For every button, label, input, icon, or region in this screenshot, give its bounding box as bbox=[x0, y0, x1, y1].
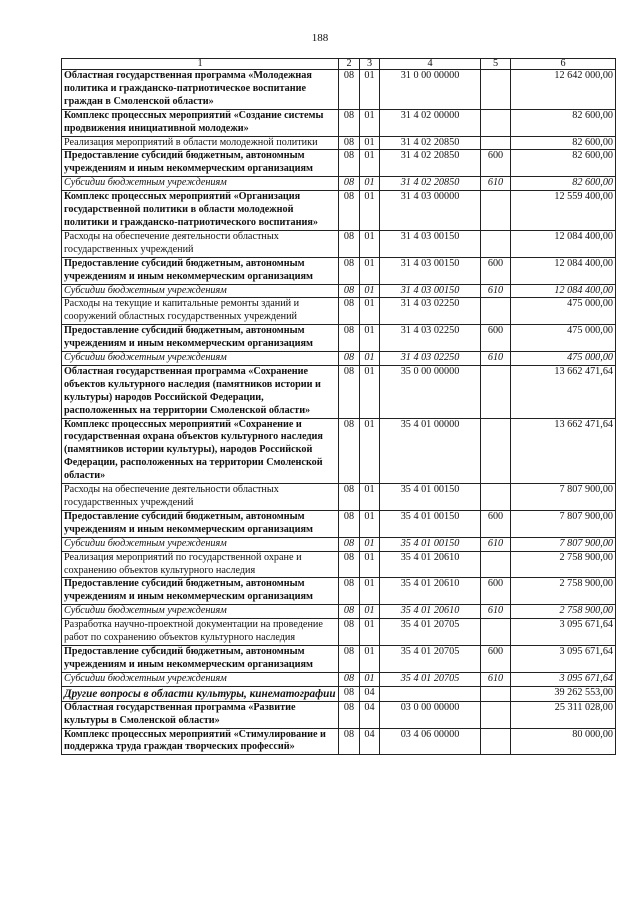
target-article-code: 35 4 01 00150 bbox=[380, 510, 481, 537]
subsection-code: 01 bbox=[360, 136, 380, 150]
column-header: 3 bbox=[360, 59, 380, 70]
subsection-code: 01 bbox=[360, 298, 380, 325]
subsection-code: 01 bbox=[360, 537, 380, 551]
subsection-code: 01 bbox=[360, 578, 380, 605]
subsection-code: 04 bbox=[360, 728, 380, 755]
expense-type-code: 610 bbox=[481, 605, 511, 619]
subsection-code: 01 bbox=[360, 484, 380, 511]
subsection-code: 01 bbox=[360, 191, 380, 231]
section-code: 08 bbox=[339, 537, 360, 551]
section-code: 08 bbox=[339, 284, 360, 298]
target-article-code: 31 4 03 00000 bbox=[380, 191, 481, 231]
amount: 12 559 400,00 bbox=[511, 191, 616, 231]
table-row bbox=[62, 150, 616, 177]
subsection-code: 01 bbox=[360, 619, 380, 646]
subsection-code: 01 bbox=[360, 109, 380, 136]
expense-type-code bbox=[481, 230, 511, 257]
amount: 3 095 671,64 bbox=[511, 672, 616, 686]
amount: 12 084 400,00 bbox=[511, 257, 616, 284]
section-code: 08 bbox=[339, 578, 360, 605]
item-name: Субсидии бюджетным учреждениям bbox=[62, 284, 339, 298]
target-article-code: 03 4 06 00000 bbox=[380, 728, 481, 755]
item-name: Предоставление субсидий бюджетным, автономным учреждениям и иным некоммерческим организациям bbox=[62, 645, 339, 672]
section-code: 08 bbox=[339, 352, 360, 366]
item-name: Расходы на обеспечение деятельности областных государственных учреждений bbox=[62, 484, 339, 511]
amount: 80 000,00 bbox=[511, 728, 616, 755]
section-code: 08 bbox=[339, 70, 360, 110]
target-article-code: 35 4 01 00150 bbox=[380, 537, 481, 551]
table-row bbox=[62, 191, 616, 231]
item-name: Областная государственная программа «Сохранение объектов культурного наследия (памятников истории и культуры) народов Российской Федерации, расположенных на территории Смоленской области» bbox=[62, 365, 339, 418]
subsection-code: 01 bbox=[360, 551, 380, 578]
section-code: 08 bbox=[339, 672, 360, 686]
expense-type-code: 610 bbox=[481, 352, 511, 366]
page-number: 188 bbox=[311, 32, 329, 44]
subsection-code: 01 bbox=[360, 352, 380, 366]
table-row bbox=[62, 701, 616, 728]
expense-type-code bbox=[481, 109, 511, 136]
expense-type-code: 600 bbox=[481, 150, 511, 177]
table-row bbox=[62, 365, 616, 418]
column-header: 5 bbox=[481, 59, 511, 70]
subsection-code: 01 bbox=[360, 70, 380, 110]
section-code: 08 bbox=[339, 109, 360, 136]
target-article-code: 35 4 01 00150 bbox=[380, 484, 481, 511]
column-header: 4 bbox=[380, 59, 481, 70]
section-code: 08 bbox=[339, 645, 360, 672]
item-name: Комплекс процессных мероприятий «Сохранение и государственная охрана объектов культурного наследия (памятников истории культуры), народов Российской Федерации, расположенных на территории Смоленской области» bbox=[62, 418, 339, 484]
item-name: Расходы на текущие и капитальные ремонты зданий и сооружений областных государственных учреждений bbox=[62, 298, 339, 325]
section-code: 08 bbox=[339, 257, 360, 284]
target-article-code: 31 4 02 20850 bbox=[380, 177, 481, 191]
table-row bbox=[62, 484, 616, 511]
amount: 82 600,00 bbox=[511, 177, 616, 191]
amount: 13 662 471,64 bbox=[511, 365, 616, 418]
expense-type-code bbox=[481, 701, 511, 728]
budget-table bbox=[61, 58, 616, 755]
table-row bbox=[62, 672, 616, 686]
table-row bbox=[62, 136, 616, 150]
subsection-code: 01 bbox=[360, 672, 380, 686]
amount: 39 262 553,00 bbox=[511, 686, 616, 701]
section-code: 08 bbox=[339, 418, 360, 484]
subsection-code: 01 bbox=[360, 177, 380, 191]
table-row bbox=[62, 325, 616, 352]
expense-type-code bbox=[481, 551, 511, 578]
section-code: 08 bbox=[339, 325, 360, 352]
subsection-code: 01 bbox=[360, 418, 380, 484]
expense-type-code: 600 bbox=[481, 325, 511, 352]
table-row bbox=[62, 619, 616, 646]
item-name: Предоставление субсидий бюджетным, автономным учреждениям и иным некоммерческим организациям bbox=[62, 257, 339, 284]
expense-type-code bbox=[481, 686, 511, 701]
section-code: 08 bbox=[339, 605, 360, 619]
expense-type-code: 610 bbox=[481, 284, 511, 298]
subsection-code: 01 bbox=[360, 150, 380, 177]
table-row bbox=[62, 728, 616, 755]
subsection-code: 01 bbox=[360, 257, 380, 284]
amount: 7 807 900,00 bbox=[511, 484, 616, 511]
item-name: Субсидии бюджетным учреждениям bbox=[62, 672, 339, 686]
target-article-code: 03 0 00 00000 bbox=[380, 701, 481, 728]
subsection-code: 01 bbox=[360, 645, 380, 672]
section-code: 08 bbox=[339, 150, 360, 177]
table-row bbox=[62, 257, 616, 284]
item-name: Субсидии бюджетным учреждениям bbox=[62, 177, 339, 191]
target-article-code: 31 4 03 02250 bbox=[380, 298, 481, 325]
target-article-code: 35 4 01 20610 bbox=[380, 578, 481, 605]
table-row bbox=[62, 686, 616, 701]
target-article-code: 35 4 01 20705 bbox=[380, 672, 481, 686]
expense-type-code: 610 bbox=[481, 537, 511, 551]
amount: 475 000,00 bbox=[511, 352, 616, 366]
amount: 82 600,00 bbox=[511, 109, 616, 136]
table-row bbox=[62, 537, 616, 551]
target-article-code: 31 4 02 20850 bbox=[380, 136, 481, 150]
subsection-code: 01 bbox=[360, 325, 380, 352]
table-body bbox=[62, 70, 616, 755]
subsection-code: 04 bbox=[360, 701, 380, 728]
section-code: 08 bbox=[339, 177, 360, 191]
expense-type-code: 600 bbox=[481, 645, 511, 672]
expense-type-code bbox=[481, 191, 511, 231]
section-code: 08 bbox=[339, 701, 360, 728]
expense-type-code: 600 bbox=[481, 578, 511, 605]
table-row bbox=[62, 551, 616, 578]
column-header: 6 bbox=[511, 59, 616, 70]
section-code: 08 bbox=[339, 365, 360, 418]
subsection-code: 01 bbox=[360, 605, 380, 619]
item-name: Субсидии бюджетным учреждениям bbox=[62, 537, 339, 551]
amount: 7 807 900,00 bbox=[511, 537, 616, 551]
expense-type-code bbox=[481, 70, 511, 110]
target-article-code: 35 4 01 00000 bbox=[380, 418, 481, 484]
subsection-code: 01 bbox=[360, 230, 380, 257]
section-code: 08 bbox=[339, 484, 360, 511]
subsection-code: 01 bbox=[360, 284, 380, 298]
column-header: 1 bbox=[62, 59, 339, 70]
target-article-code bbox=[380, 686, 481, 701]
table-row bbox=[62, 284, 616, 298]
table-row bbox=[62, 230, 616, 257]
section-code: 08 bbox=[339, 510, 360, 537]
table-row bbox=[62, 418, 616, 484]
item-name: Субсидии бюджетным учреждениям bbox=[62, 605, 339, 619]
table-row bbox=[62, 70, 616, 110]
table-row bbox=[62, 177, 616, 191]
amount: 2 758 900,00 bbox=[511, 551, 616, 578]
amount: 82 600,00 bbox=[511, 136, 616, 150]
section-code: 08 bbox=[339, 191, 360, 231]
amount: 2 758 900,00 bbox=[511, 578, 616, 605]
amount: 13 662 471,64 bbox=[511, 418, 616, 484]
target-article-code: 31 4 02 20850 bbox=[380, 150, 481, 177]
column-header: 2 bbox=[339, 59, 360, 70]
item-name: Предоставление субсидий бюджетным, автономным учреждениям и иным некоммерческим организациям bbox=[62, 150, 339, 177]
table-row bbox=[62, 298, 616, 325]
item-name: Комплекс процессных мероприятий «Организация государственной политики в области молодежной политики и гражданско-патриотического воспитания» bbox=[62, 191, 339, 231]
subsection-code: 01 bbox=[360, 510, 380, 537]
item-name: Предоставление субсидий бюджетным, автономным учреждениям и иным некоммерческим организациям bbox=[62, 578, 339, 605]
item-name: Предоставление субсидий бюджетным, автономным учреждениям и иным некоммерческим организациям bbox=[62, 325, 339, 352]
item-name: Предоставление субсидий бюджетным, автономным учреждениям и иным некоммерческим организациям bbox=[62, 510, 339, 537]
section-code: 08 bbox=[339, 728, 360, 755]
target-article-code: 31 4 03 02250 bbox=[380, 325, 481, 352]
item-name: Областная государственная программа «Молодежная политика и гражданско-патриотическое воспитание граждан в Смоленской области» bbox=[62, 70, 339, 110]
target-article-code: 35 4 01 20610 bbox=[380, 605, 481, 619]
item-name: Комплекс процессных мероприятий «Стимулирование и поддержка труда граждан творческих профессий» bbox=[62, 728, 339, 755]
section-code: 08 bbox=[339, 298, 360, 325]
section-code: 08 bbox=[339, 619, 360, 646]
section-code: 08 bbox=[339, 551, 360, 578]
expense-type-code: 600 bbox=[481, 257, 511, 284]
amount: 12 642 000,00 bbox=[511, 70, 616, 110]
item-name: Разработка научно-проектной документации на проведение работ по сохранению объектов культурного наследия bbox=[62, 619, 339, 646]
section-code: 08 bbox=[339, 230, 360, 257]
expense-type-code bbox=[481, 365, 511, 418]
expense-type-code bbox=[481, 418, 511, 484]
amount: 3 095 671,64 bbox=[511, 645, 616, 672]
amount: 475 000,00 bbox=[511, 298, 616, 325]
target-article-code: 35 4 01 20610 bbox=[380, 551, 481, 578]
item-name: Реализация мероприятий в области молодежной политики bbox=[62, 136, 339, 150]
item-name: Комплекс процессных мероприятий «Создание системы продвижения инициативной молодежи» bbox=[62, 109, 339, 136]
target-article-code: 31 0 00 00000 bbox=[380, 70, 481, 110]
target-article-code: 31 4 03 00150 bbox=[380, 284, 481, 298]
table-row bbox=[62, 645, 616, 672]
expense-type-code bbox=[481, 298, 511, 325]
amount: 2 758 900,00 bbox=[511, 605, 616, 619]
item-name: Субсидии бюджетным учреждениям bbox=[62, 352, 339, 366]
expense-type-code: 610 bbox=[481, 177, 511, 191]
table-header-row bbox=[62, 59, 616, 70]
table-row bbox=[62, 352, 616, 366]
section-code: 08 bbox=[339, 136, 360, 150]
item-name: Другие вопросы в области культуры, кинематографии bbox=[62, 686, 339, 701]
section-code: 08 bbox=[339, 686, 360, 701]
amount: 3 095 671,64 bbox=[511, 619, 616, 646]
expense-type-code bbox=[481, 728, 511, 755]
item-name: Расходы на обеспечение деятельности областных государственных учреждений bbox=[62, 230, 339, 257]
item-name: Областная государственная программа «Развитие культуры в Смоленской области» bbox=[62, 701, 339, 728]
table-row bbox=[62, 578, 616, 605]
target-article-code: 31 4 03 00150 bbox=[380, 230, 481, 257]
table-row bbox=[62, 510, 616, 537]
target-article-code: 31 4 02 00000 bbox=[380, 109, 481, 136]
expense-type-code bbox=[481, 484, 511, 511]
expense-type-code: 600 bbox=[481, 510, 511, 537]
amount: 25 311 028,00 bbox=[511, 701, 616, 728]
item-name: Реализация мероприятий по государственной охране и сохранению объектов культурного наследия bbox=[62, 551, 339, 578]
amount: 475 000,00 bbox=[511, 325, 616, 352]
expense-type-code bbox=[481, 619, 511, 646]
target-article-code: 31 4 03 02250 bbox=[380, 352, 481, 366]
subsection-code: 01 bbox=[360, 365, 380, 418]
amount: 82 600,00 bbox=[511, 150, 616, 177]
table-row bbox=[62, 109, 616, 136]
amount: 7 807 900,00 bbox=[511, 510, 616, 537]
amount: 12 084 400,00 bbox=[511, 284, 616, 298]
target-article-code: 31 4 03 00150 bbox=[380, 257, 481, 284]
target-article-code: 35 4 01 20705 bbox=[380, 645, 481, 672]
table-row bbox=[62, 605, 616, 619]
expense-type-code: 610 bbox=[481, 672, 511, 686]
expense-type-code bbox=[481, 136, 511, 150]
amount: 12 084 400,00 bbox=[511, 230, 616, 257]
subsection-code: 04 bbox=[360, 686, 380, 701]
target-article-code: 35 0 00 00000 bbox=[380, 365, 481, 418]
target-article-code: 35 4 01 20705 bbox=[380, 619, 481, 646]
